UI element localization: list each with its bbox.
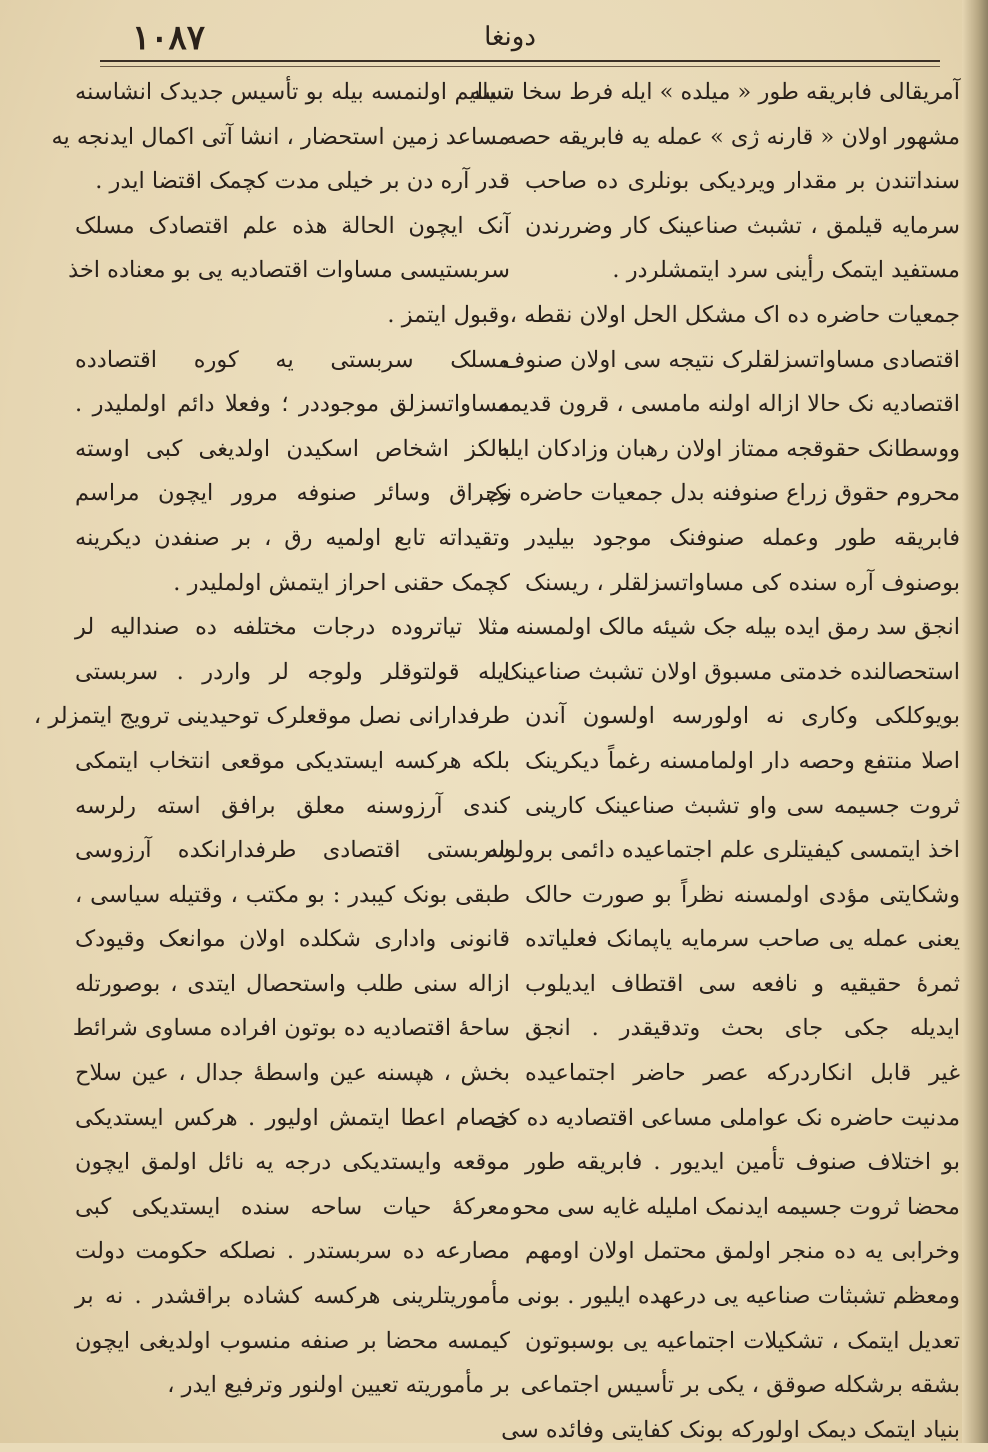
page-number: ١٠٨٧ xyxy=(132,18,206,58)
running-title: دونغا xyxy=(484,22,536,52)
text-line: انجق سد رمق ایده بیله جک شیئه مالک اولمسنه ، xyxy=(501,614,960,641)
text-line: مستفید ایتمک رأینی سرد ایتمشلردر . xyxy=(612,257,960,284)
text-line: اصلا منتفع وحصه دار اولمامسنه رغماً دیکرینک xyxy=(525,747,960,774)
text-line: بخش ، هپسنه عین واسطهٔ جدال ، عین سلاح xyxy=(75,1060,510,1087)
text-line: طبقی بونک کیبدر : بو مکتب ، وقتیله سیاسی ، xyxy=(75,881,510,908)
text-line: مساواتسزلق موجوددر ؛ وفعلا دائم اولملیدر . xyxy=(75,391,510,418)
text-line: ایدیله جکی جای بحث وتدقیقدر . انجق xyxy=(525,1015,960,1042)
text-line: محضا ثروت جسیمه ایدنمک املیله غایه سی محو xyxy=(511,1193,960,1220)
text-line: استحصالنده خدمتی مسبوق اولان تشبث صناعینک xyxy=(501,658,960,685)
text-line: بوصنوف آره سنده کی مساواتسزلقلر ، ریسنک xyxy=(525,569,960,596)
text-line: مأموریتلرینی هرکسه کشاده براقشدر . نه بر xyxy=(75,1283,510,1310)
text-line: معرکهٔ حیات ساحه سنده ایستدیکی کبی xyxy=(75,1193,510,1220)
text-line: بلکه هرکسه ایستدیکی موقعی انتخاب ایتمکی xyxy=(75,747,510,774)
text-line: آنک ایچون الحالة هذه علم اقتصادک مسلک xyxy=(75,212,510,239)
text-line: ایله قولتوقلر ولوجه لر واردر . سربستی xyxy=(75,658,510,685)
text-line: خصام اعطا ایتمش اولیور . هرکس ایستدیکی xyxy=(75,1104,510,1131)
text-line: اخذ ایتمسی کیفیتلری علم اجتماعیده دائمی برولوله xyxy=(486,837,960,864)
text-line: جمعیات حاضره ده اک مشکل الحل اولان نقطه ، xyxy=(509,301,960,328)
text-line: مصارعه ده سربستدر . نصلکه حکومت دولت xyxy=(75,1238,510,1265)
text-line: تسلیم اولنمسه بیله بو تأسیس جدیدک انشاسنه xyxy=(75,79,510,105)
text-line: مدنیت حاضره نک عواملی مساعی اقتصادیه ده کی xyxy=(489,1104,960,1131)
text-line: ازاله سنی طلب واستحصال ایتدی ، بوصورتله xyxy=(75,970,510,997)
text-line: بنیاد ایتمک دیمک اولورکه بونک کفایتی وفائده سی xyxy=(501,1416,960,1443)
text-line: ساحهٔ اقتصادیه ده بوتون افراده مساوی شرائط xyxy=(72,1015,510,1042)
text-line: یعنی عمله یی صاحب سرمایه یاپمانک فعلیاتده xyxy=(525,926,960,953)
text-line: آمریقالی فابریقه طور « میلده » ایله فرط سخا سیله xyxy=(469,79,960,105)
text-line: اقتصادی مساواتسزلقلرک نتیجه سی اولان صنوف xyxy=(502,346,960,373)
text-line: موقعه وایستدیکی درجه یه نائل اولمق ایچون xyxy=(75,1149,510,1176)
text-line: سربستیسی مساوات اقتصادیه یی بو معناده اخذ xyxy=(68,257,510,284)
text-line: قدر آره دن بر خیلی مدت کچمک اقتضا ایدر . xyxy=(95,168,510,195)
text-line: بو اختلاف صنوف تأمین ایدیور . فابریقه طور xyxy=(525,1149,960,1176)
text-line: وتقیداته تابع اولمیه رق ، بر صنفدن دیکرینه xyxy=(75,524,510,551)
text-line: فابریقه طور وعمله صنوفنک موجود بیلیدر xyxy=(525,524,960,551)
text-line: کندی آرزوسنه معلق برافق استه رلرسه xyxy=(75,792,510,819)
text-line: غیر قابل انکاردرکه عصر حاضر اجتماعیده xyxy=(525,1060,960,1087)
text-line: مثلا تیاتروده درجات مختلفه ده صندالیه لر xyxy=(75,614,510,641)
header-rule xyxy=(100,60,940,67)
text-line: اقتصادیه نک حالا ازاله اولنه مامسی ، قرون قدیمه xyxy=(497,391,960,418)
text-line: مشهور اولان « قارنه ژی » عمله یه فابریقه حصه xyxy=(505,123,960,150)
text-line: بویوکلکی وکاری نه اولورسه اولسون آندن xyxy=(525,703,960,730)
text-line: بالکز اشخاص اسکیدن اولدیغی کبی اوسته xyxy=(75,435,510,462)
text-line: طرفدارانی نصل موقعلرک توحیدینی ترویج ایتمزلر ، xyxy=(33,703,510,730)
left-text-column xyxy=(33,70,510,1408)
text-line: بشقه برشکله صوقق ، یکی بر تأسیس اجتماعی xyxy=(520,1372,960,1399)
text-line: وچراق وسائر صنوفه مرور ایچون مراسم xyxy=(75,480,510,507)
page-binding-edge xyxy=(962,0,988,1443)
text-line: ثمرهٔ حقیقیه و نافعه سی اقتطاف ایدیلوب xyxy=(525,970,960,997)
text-line: تعدیل ایتمک ، تشکیلات اجتماعیه یی بوسبوتون xyxy=(525,1327,960,1354)
text-line: قانونی واداری شکلده اولان موانعک وقیودک xyxy=(75,926,510,953)
text-line: سرمایه قیلمق ، تشبث صناعینک کار وضررندن xyxy=(525,212,960,239)
text-line: ووسطانک حقوقجه ممتاز اولان رهبان وزادکان ایله xyxy=(497,435,960,462)
text-line: وشکایتی مؤدی اولمسنه نظراً بو صورت حالک xyxy=(525,881,960,908)
text-line: وقبول ایتمز . xyxy=(387,301,510,328)
text-line: مساعد زمین استحضار ، انشا آتی اکمال ایدنجه یه xyxy=(51,123,510,150)
text-line: وخرابی یه ده منجر اولمق محتمل اولان اومهم xyxy=(525,1238,960,1265)
text-line: کچمک حقنی احراز ایتمش اولملیدر . xyxy=(173,569,510,596)
page-header xyxy=(70,18,948,62)
text-line: محروم حقوق زراع صنوفنه بدل جمعیات حاضره نک xyxy=(485,480,960,507)
text-line: کیمسه محضا بر صنفه منسوب اولدیغی ایچون xyxy=(75,1327,510,1354)
text-line: سنداتندن بر مقدار ویردیکی بونلری ده صاحب xyxy=(525,168,960,195)
text-line: مسلک سربستی یه کوره اقتصادده xyxy=(75,346,510,373)
right-text-column xyxy=(469,70,960,1452)
text-line: ومعظم تشبثات صناعیه یی درعهده ایلیور . بونی xyxy=(517,1283,960,1310)
text-line: ثروت جسیمه سی واو تشبث صناعینک کارینی xyxy=(525,792,960,819)
text-line: سربستی اقتصادی طرفدارانکده آرزوسی xyxy=(75,837,510,864)
text-line: بر مأموریته تعیین اولنور وترفیع ایدر ، xyxy=(167,1372,510,1399)
